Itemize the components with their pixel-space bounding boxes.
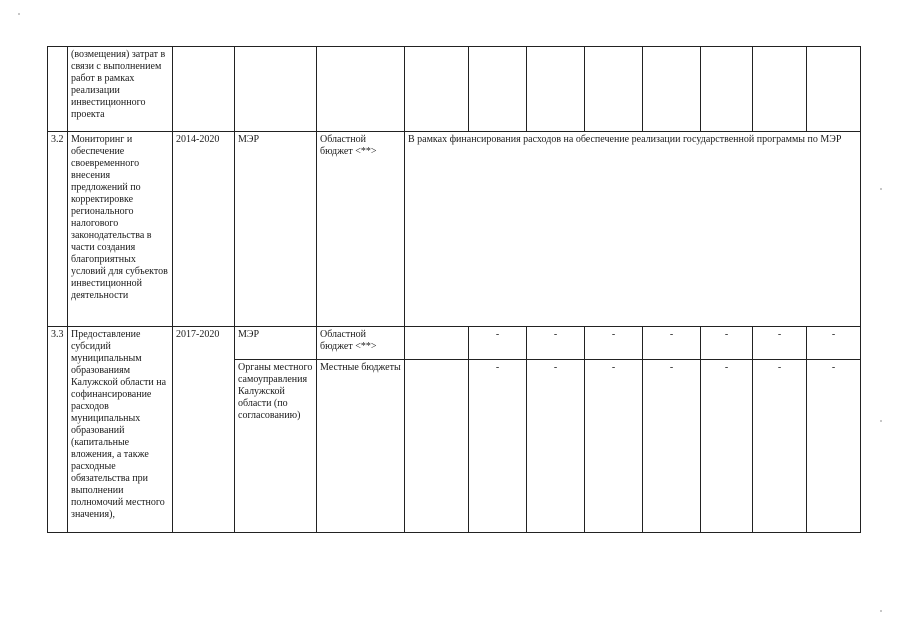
table-row-continuation [48, 47, 861, 132]
cell-dash: - [469, 360, 527, 533]
cell-num-empty [48, 47, 68, 132]
cell-executor: МЭР [235, 132, 317, 327]
cell-dash: - [585, 327, 643, 360]
cell-dash: - [701, 327, 753, 360]
cell-dash: - [643, 360, 701, 533]
cell-dash: - [807, 360, 861, 533]
cell-activity-name: (возмещения) затрат в связи с выполнением работ в рамках реализации инвестиционного проекта [68, 47, 173, 132]
cell-dash: - [753, 327, 807, 360]
cell-num: 3.2 [48, 132, 68, 327]
cell-period-empty [173, 47, 235, 132]
scan-speck [880, 610, 882, 612]
cell-dash: - [643, 327, 701, 360]
table-row-3-3 [48, 327, 861, 360]
cell-total-empty [405, 327, 469, 360]
scan-speck [880, 188, 882, 190]
cell-dash: - [807, 327, 861, 360]
cell-source-empty [317, 47, 405, 132]
cell-year-empty [585, 47, 643, 132]
cell-num: 3.3 [48, 327, 68, 533]
cell-dash: - [701, 360, 753, 533]
cell-year-empty [807, 47, 861, 132]
cell-total-empty [405, 360, 469, 533]
cell-funding-source: Областной бюджет <**> [317, 327, 405, 360]
cell-dash: - [527, 327, 585, 360]
cell-executor-empty [235, 47, 317, 132]
cell-year-empty [701, 47, 753, 132]
cell-activity-name: Мониторинг и обеспечение своевременного внесения предложений по корректировке регионального налогового законодательства в части создания благоприятных условий для субъектов инвестиционной деятельности [68, 132, 173, 327]
scan-speck [18, 13, 20, 15]
cell-funding-source: Областной бюджет <**> [317, 132, 405, 327]
cell-year-empty [753, 47, 807, 132]
cell-activity-name: Предоставление субсидий муниципальным образованиям Калужской области на софинансирование расходов муниципальных образований (капитальные вложения, а также расходные обязательства при выполнении полномочий местного значения), [68, 327, 173, 533]
cell-dash: - [469, 327, 527, 360]
cell-dash: - [585, 360, 643, 533]
cell-total-empty [405, 47, 469, 132]
cell-year-empty [527, 47, 585, 132]
cell-dash: - [753, 360, 807, 533]
cell-executor: МЭР [235, 327, 317, 360]
cell-funding-source: Местные бюджеты [317, 360, 405, 533]
cell-period: 2014-2020 [173, 132, 235, 327]
cell-year-empty [469, 47, 527, 132]
cell-funding-note: В рамках финансирования расходов на обеспечение реализации государственной программы по МЭР [405, 132, 861, 327]
cell-dash: - [527, 360, 585, 533]
cell-year-empty [643, 47, 701, 132]
cell-period: 2017-2020 [173, 327, 235, 533]
table-row-3-2 [48, 132, 861, 327]
cell-executor: Органы местного самоуправления Калужской области (по согласованию) [235, 360, 317, 533]
scan-speck [880, 420, 882, 422]
program-activities-table [47, 46, 861, 533]
